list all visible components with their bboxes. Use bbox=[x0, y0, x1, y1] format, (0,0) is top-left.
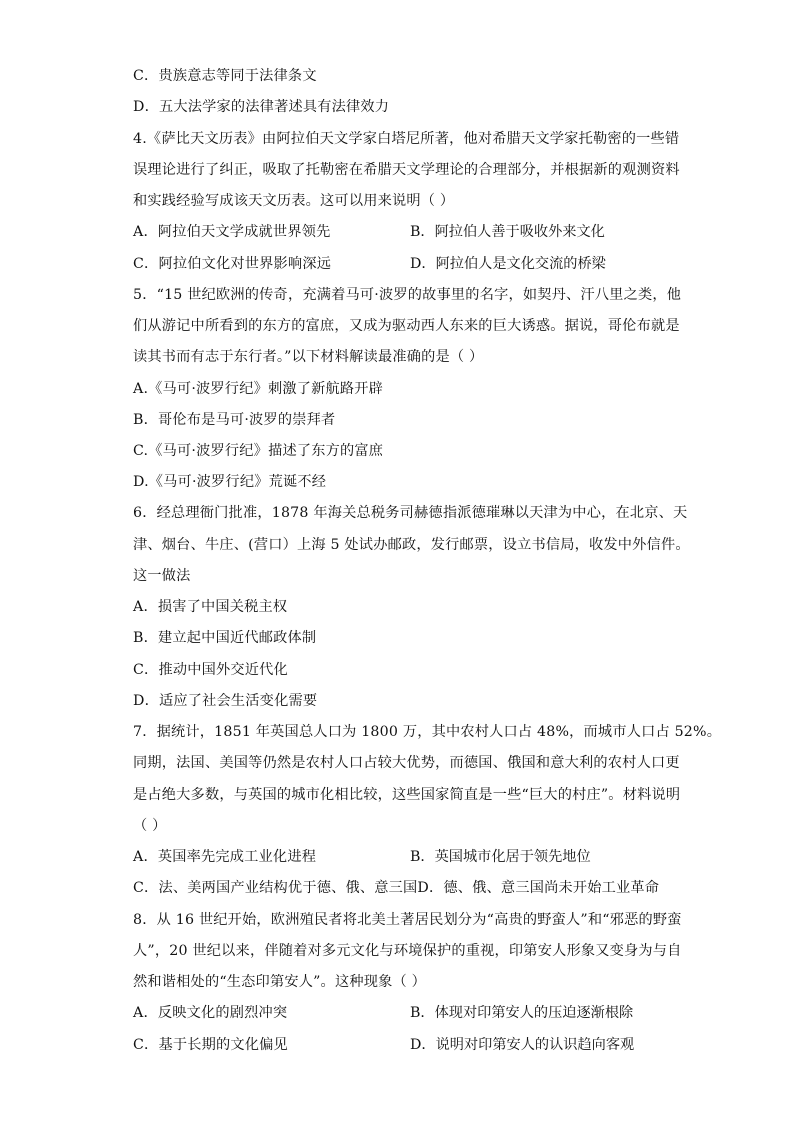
q7-option-b: B．英国城市化居于领先地位 bbox=[410, 849, 591, 865]
q4-option-c: C．阿拉伯文化对世界影响深远 bbox=[133, 256, 332, 272]
q5-option-b: B．哥伦布是马可·波罗的崇拜者 bbox=[133, 412, 336, 428]
q4-stem-line-3: 和实践经验写成该天文历表。这可以用来说明（ ） bbox=[133, 193, 455, 209]
q7-stem-line-3: 是占绝大多数，与英国的城市化相比较，这些国家简直是一些“巨大的村庄”。材料说明 bbox=[133, 787, 681, 803]
q8-stem-line-2: 人”，20 世纪以来，伴随着对多元文化与环境保护的重视，印第安人形象又变身为与自 bbox=[133, 943, 682, 959]
q6-option-b: B．建立起中国近代邮政体制 bbox=[133, 630, 317, 646]
q8-option-a: A．反映文化的剧烈冲突 bbox=[133, 1005, 288, 1021]
q5-option-d: D.《马可·波罗行纪》荒诞不经 bbox=[133, 474, 327, 490]
q6-stem-line-1: 6．经总理衙门批准，1878 年海关总税务司赫德指派德璀琳以天津为中心，在北京、天 bbox=[133, 505, 688, 521]
q4-stem-line-2: 误理论进行了纠正，吸取了托勒密在希腊天文学理论的合理部分，并根据新的观测资料 bbox=[133, 162, 680, 178]
q8-option-c: C．基于长期的文化偏见 bbox=[133, 1037, 288, 1053]
q4-stem-line-1: 4.《萨比天文历表》由阿拉伯天文学家白塔尼所著，他对希腊天文学家托勒密的一些错 bbox=[133, 131, 680, 147]
q7-options-c-d: C．法、美两国产业结构优于德、俄、意三国D．德、俄、意三国尚未开始工业革命 bbox=[133, 880, 660, 896]
q7-stem-line-1: 7．据统计，1851 年英国总人口为 1800 万，其中农村人口占 48%，而城市人口占 52%。 bbox=[133, 724, 722, 740]
q6-option-a: A．损害了中国关税主权 bbox=[133, 599, 288, 615]
q4-option-b: B．阿拉伯人善于吸收外来文化 bbox=[410, 224, 605, 240]
q5-stem-line-3: 读其书而有志于东行者。”以下材料解读最准确的是（ ） bbox=[133, 349, 484, 365]
q7-option-a: A．英国率先完成工业化进程 bbox=[133, 849, 317, 865]
q8-option-b: B．体现对印第安人的压迫逐渐根除 bbox=[410, 1005, 634, 1021]
q8-option-d: D．说明对印第安人的认识趋向客观 bbox=[410, 1037, 635, 1053]
q6-option-d: D．适应了社会生活变化需要 bbox=[133, 693, 318, 709]
q6-stem-line-3: 这一做法 bbox=[133, 568, 191, 584]
q8-stem-line-1: 8．从 16 世纪开始，欧洲殖民者将北美土著居民划分为“高贵的野蛮人”和“邪恶的野蛮 bbox=[133, 912, 682, 928]
q7-stem-line-4: （ ） bbox=[133, 818, 167, 834]
q8-stem-line-3: 然和谐相处的“生态印第安人”。这种现象（ ） bbox=[133, 974, 426, 990]
q7-stem-line-2: 同期，法国、美国等仍然是农村人口占较大优势，而德国、俄国和意大利的农村人口更 bbox=[133, 755, 680, 771]
q5-stem-line-2: 们从游记中所看到的东方的富庶，又成为驱动西人东来的巨大诱惑。据说，哥伦布就是 bbox=[133, 318, 680, 334]
q4-option-a: A．阿拉伯天文学成就世界领先 bbox=[133, 224, 331, 240]
q4-option-d: D．阿拉伯人是文化交流的桥梁 bbox=[410, 256, 606, 272]
q3-option-d: D．五大法学家的法律著述具有法律效力 bbox=[133, 99, 390, 115]
q3-option-c: C．贵族意志等同于法律条文 bbox=[133, 68, 317, 84]
q6-stem-line-2: 津、烟台、牛庄、(营口）上海 5 处试办邮政，发行邮票，设立书信局，收发中外信件。 bbox=[133, 537, 690, 553]
q6-option-c: C．推动中国外交近代化 bbox=[133, 662, 288, 678]
q5-option-a: A.《马可·波罗行纪》刺激了新航路开辟 bbox=[133, 381, 384, 397]
q5-stem-line-1: 5．“15 世纪欧洲的传奇，充满着马可·波罗的故事里的名字，如契丹、汗八里之类，他 bbox=[133, 287, 682, 303]
q5-option-c: C.《马可·波罗行纪》描述了东方的富庶 bbox=[133, 443, 384, 459]
